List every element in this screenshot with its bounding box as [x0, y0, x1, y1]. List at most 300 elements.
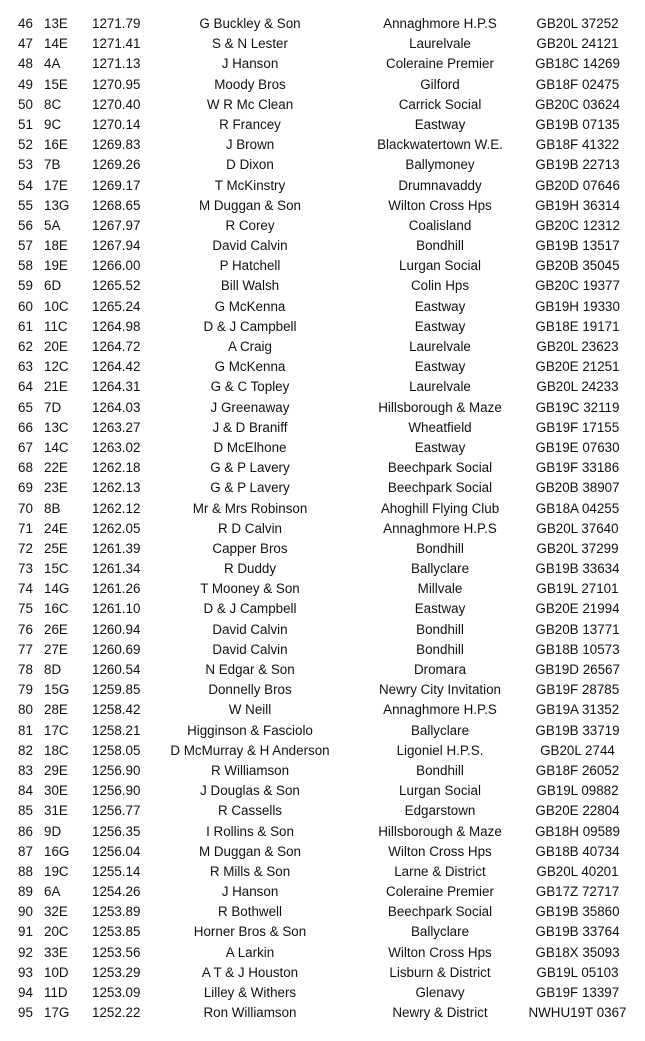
- velocity-cell: 1262.13: [92, 480, 141, 496]
- ring-section-cell: 29E: [44, 762, 68, 778]
- table-row: [0, 398, 645, 418]
- fancier-name-cell: David Calvin: [212, 641, 288, 657]
- table-row: [0, 882, 645, 902]
- ring-number-cell: GB20L 24233: [536, 379, 619, 395]
- velocity-cell: 1270.14: [92, 116, 141, 132]
- velocity-cell: 1269.83: [92, 137, 141, 153]
- position-cell: 71: [18, 520, 33, 536]
- ring-number-cell: GB19F 13397: [535, 985, 620, 1000]
- position-cell: 85: [18, 803, 33, 819]
- velocity-cell: 1258.42: [92, 702, 141, 718]
- velocity-cell: 1265.24: [92, 298, 141, 314]
- table-row: [0, 377, 645, 397]
- table-row: [0, 822, 645, 842]
- ring-section-cell: 14E: [44, 36, 68, 52]
- ring-number-cell: GB17Z 72717: [535, 884, 620, 900]
- fancier-name-cell: G McKenna: [214, 359, 286, 375]
- club-cell: Wheatfield: [408, 419, 472, 435]
- ring-number-cell: NWHU19T 0367: [528, 1005, 627, 1021]
- table-row: [0, 256, 645, 276]
- ring-section-cell: 11C: [44, 318, 68, 334]
- position-cell: 74: [18, 581, 33, 597]
- table-row: [0, 559, 645, 579]
- position-cell: 54: [18, 177, 33, 193]
- table-row: [0, 337, 645, 357]
- position-cell: 55: [18, 197, 33, 213]
- ring-section-cell: 6A: [44, 884, 61, 900]
- club-cell: Eastway: [414, 359, 466, 375]
- ring-number-cell: GB19F 28785: [535, 682, 620, 698]
- ring-section-cell: 26E: [44, 621, 68, 637]
- club-cell: Laurelvale: [409, 339, 471, 354]
- ring-section-cell: 21E: [44, 379, 68, 395]
- club-cell: Wilton Cross Hps: [388, 843, 492, 859]
- position-cell: 64: [18, 379, 33, 395]
- velocity-cell: 1269.17: [92, 177, 141, 193]
- ring-number-cell: GB20C 12312: [535, 217, 620, 233]
- ring-number-cell: GB19F 17155: [535, 419, 620, 435]
- table-row: [0, 700, 645, 720]
- ring-number-cell: GB20E 21251: [535, 359, 620, 375]
- fancier-name-cell: R D Calvin: [218, 520, 282, 536]
- table-row: [0, 216, 645, 236]
- fancier-name-cell: D Dixon: [226, 157, 274, 173]
- ring-number-cell: GB19D 26567: [535, 662, 620, 677]
- ring-number-cell: GB19L 09882: [536, 783, 619, 799]
- ring-section-cell: 8D: [44, 662, 62, 677]
- ring-section-cell: 7D: [44, 399, 62, 415]
- table-row: [0, 963, 645, 983]
- club-cell: Wilton Cross Hps: [388, 944, 492, 960]
- ring-number-cell: GB19E 07630: [535, 439, 620, 455]
- ring-number-cell: GB19B 33764: [535, 924, 620, 940]
- ring-section-cell: 31E: [44, 803, 68, 819]
- position-cell: 75: [18, 601, 33, 617]
- ring-number-cell: GB20L 37299: [536, 540, 619, 556]
- club-cell: Eastway: [414, 298, 466, 314]
- ring-section-cell: 30E: [44, 783, 68, 799]
- velocity-cell: 1264.03: [92, 399, 141, 415]
- position-cell: 79: [18, 682, 33, 698]
- position-cell: 89: [18, 884, 33, 900]
- table-row: [0, 236, 645, 256]
- club-cell: Annaghmore H.P.S: [383, 16, 497, 31]
- ring-section-cell: 32E: [44, 904, 68, 920]
- position-cell: 91: [18, 924, 33, 940]
- ring-number-cell: GB19B 33634: [535, 561, 620, 577]
- ring-section-cell: 13G: [44, 197, 70, 213]
- position-cell: 93: [18, 964, 33, 980]
- position-cell: 92: [18, 944, 33, 960]
- fancier-name-cell: G Buckley & Son: [199, 16, 301, 31]
- ring-section-cell: 15E: [44, 76, 68, 92]
- position-cell: 73: [18, 561, 33, 577]
- ring-section-cell: 18E: [44, 238, 68, 254]
- fancier-name-cell: R Williamson: [210, 762, 290, 778]
- velocity-cell: 1270.40: [92, 96, 141, 112]
- velocity-cell: 1264.98: [92, 318, 141, 334]
- fancier-name-cell: I Rollins & Son: [206, 823, 294, 839]
- table-row: [0, 842, 645, 862]
- velocity-cell: 1266.00: [92, 258, 141, 274]
- ring-section-cell: 12C: [44, 359, 69, 375]
- position-cell: 50: [18, 96, 33, 112]
- ring-number-cell: GB18B 40734: [535, 843, 620, 859]
- table-row: [0, 801, 645, 821]
- club-cell: Hillsborough & Maze: [378, 823, 502, 839]
- club-cell: Colin Hps: [410, 278, 470, 294]
- table-row: [0, 539, 645, 559]
- position-cell: 56: [18, 217, 33, 233]
- ring-number-cell: GB20B 35045: [535, 258, 620, 274]
- ring-section-cell: 5A: [44, 217, 61, 233]
- ring-number-cell: GB18E 19171: [535, 318, 620, 334]
- ring-number-cell: GB18F 41322: [535, 137, 620, 153]
- club-cell: Ballyclare: [410, 924, 470, 940]
- ring-number-cell: GB19L 05103: [536, 964, 619, 980]
- ring-section-cell: 16C: [44, 601, 69, 617]
- table-row: [0, 721, 645, 741]
- fancier-name-cell: D McElhone: [213, 439, 287, 455]
- table-row: [0, 438, 645, 458]
- velocity-cell: 1268.65: [92, 197, 141, 213]
- table-row: [0, 499, 645, 519]
- position-cell: 77: [18, 641, 33, 657]
- velocity-cell: 1263.02: [92, 439, 141, 455]
- table-row: [0, 478, 645, 498]
- position-cell: 68: [18, 460, 33, 476]
- table-row: [0, 135, 645, 155]
- position-cell: 87: [18, 843, 33, 859]
- position-cell: 53: [18, 157, 33, 173]
- velocity-cell: 1261.39: [92, 540, 141, 556]
- table-row: [0, 640, 645, 660]
- table-row: [0, 357, 645, 377]
- ring-section-cell: 27E: [44, 641, 68, 657]
- table-row: [0, 75, 645, 95]
- position-cell: 72: [18, 540, 33, 556]
- table-row: [0, 54, 645, 74]
- club-cell: Beechpark Social: [387, 480, 493, 496]
- position-cell: 80: [18, 702, 33, 718]
- club-cell: Ballymoney: [405, 157, 475, 173]
- velocity-cell: 1270.95: [92, 76, 141, 92]
- club-cell: Bondhill: [416, 621, 464, 637]
- ring-number-cell: GB20D 07646: [535, 177, 620, 193]
- club-cell: Carrick Social: [398, 96, 482, 112]
- position-cell: 57: [18, 238, 33, 254]
- table-row: [0, 297, 645, 317]
- position-cell: 78: [18, 662, 33, 677]
- ring-section-cell: 20E: [44, 339, 68, 354]
- table-row: [0, 781, 645, 801]
- fancier-name-cell: N Edgar & Son: [205, 662, 295, 677]
- fancier-name-cell: David Calvin: [212, 621, 288, 637]
- fancier-name-cell: G & C Topley: [210, 379, 290, 395]
- ring-number-cell: GB18X 35093: [535, 944, 620, 960]
- position-cell: 70: [18, 500, 33, 516]
- fancier-name-cell: J Hanson: [221, 56, 279, 72]
- fancier-name-cell: A T & J Houston: [201, 964, 299, 980]
- table-row: [0, 680, 645, 700]
- position-cell: 81: [18, 722, 33, 738]
- club-cell: Lurgan Social: [399, 783, 481, 799]
- velocity-cell: 1261.10: [92, 601, 141, 617]
- ring-section-cell: 8C: [44, 96, 62, 112]
- velocity-cell: 1253.29: [92, 964, 141, 980]
- position-cell: 66: [18, 419, 33, 435]
- position-cell: 63: [18, 359, 33, 375]
- position-cell: 69: [18, 480, 33, 496]
- position-cell: 49: [18, 76, 33, 92]
- club-cell: Coalisland: [408, 217, 472, 233]
- ring-number-cell: GB20L 2744: [540, 742, 615, 758]
- position-cell: 62: [18, 339, 33, 354]
- position-cell: 52: [18, 137, 33, 153]
- ring-number-cell: GB18A 04255: [535, 500, 620, 516]
- fancier-name-cell: Mr & Mrs Robinson: [192, 500, 308, 516]
- club-cell: Lurgan Social: [399, 258, 481, 274]
- ring-section-cell: 8B: [44, 500, 61, 516]
- velocity-cell: 1256.04: [92, 843, 141, 859]
- ring-number-cell: GB20L 37640: [536, 520, 619, 536]
- ring-number-cell: GB19B 22713: [535, 157, 620, 173]
- club-cell: Newry & District: [392, 1005, 488, 1021]
- fancier-name-cell: J Hanson: [221, 884, 279, 900]
- fancier-name-cell: Horner Bros & Son: [193, 924, 307, 940]
- club-cell: Blackwatertown W.E.: [377, 137, 503, 153]
- table-row: [0, 741, 645, 761]
- ring-section-cell: 18C: [44, 742, 69, 758]
- velocity-cell: 1267.94: [92, 238, 141, 254]
- ring-section-cell: 14C: [44, 439, 69, 455]
- club-cell: Bondhill: [416, 641, 464, 657]
- ring-section-cell: 16G: [44, 843, 70, 859]
- velocity-cell: 1269.26: [92, 157, 141, 173]
- position-cell: 86: [18, 823, 33, 839]
- fancier-name-cell: R Cassells: [218, 803, 282, 819]
- velocity-cell: 1254.26: [92, 884, 141, 900]
- velocity-cell: 1259.85: [92, 682, 141, 698]
- ring-section-cell: 4A: [44, 56, 61, 72]
- velocity-cell: 1253.09: [92, 985, 141, 1000]
- fancier-name-cell: W Neill: [228, 702, 272, 718]
- velocity-cell: 1253.56: [92, 944, 141, 960]
- ring-number-cell: GB19A 31352: [535, 702, 620, 718]
- club-cell: Dromara: [413, 662, 467, 677]
- ring-number-cell: GB20L 40201: [536, 863, 619, 879]
- ring-section-cell: 17C: [44, 722, 69, 738]
- velocity-cell: 1264.42: [92, 359, 141, 375]
- club-cell: Wilton Cross Hps: [388, 197, 492, 213]
- velocity-cell: 1258.21: [92, 722, 141, 738]
- club-cell: Coleraine Premier: [386, 56, 494, 72]
- fancier-name-cell: P Hatchell: [219, 258, 281, 274]
- fancier-name-cell: G McKenna: [214, 298, 286, 314]
- fancier-name-cell: S & N Lester: [212, 36, 288, 52]
- fancier-name-cell: A Larkin: [225, 944, 275, 960]
- ring-section-cell: 13C: [44, 419, 69, 435]
- ring-section-cell: 19C: [44, 863, 69, 879]
- ring-number-cell: GB18C 14269: [535, 56, 620, 72]
- velocity-cell: 1260.69: [92, 641, 141, 657]
- fancier-name-cell: David Calvin: [212, 238, 288, 254]
- position-cell: 61: [18, 318, 33, 334]
- fancier-name-cell: M Duggan & Son: [199, 197, 301, 213]
- fancier-name-cell: R Bothwell: [217, 904, 282, 920]
- ring-section-cell: 16E: [44, 137, 68, 153]
- velocity-cell: 1261.26: [92, 581, 141, 597]
- fancier-name-cell: D McMurray & H Anderson: [170, 742, 330, 758]
- position-cell: 95: [18, 1005, 33, 1021]
- club-cell: Ahoghill Flying Club: [380, 500, 500, 516]
- table-row: [0, 761, 645, 781]
- table-row: [0, 519, 645, 539]
- ring-section-cell: 13E: [44, 16, 68, 31]
- club-cell: Annaghmore H.P.S: [383, 520, 497, 536]
- ring-number-cell: GB20C 03624: [535, 96, 620, 112]
- position-cell: 67: [18, 439, 33, 455]
- position-cell: 51: [18, 116, 33, 132]
- club-cell: Larne & District: [394, 863, 486, 879]
- fancier-name-cell: G & P Lavery: [210, 480, 290, 496]
- fancier-name-cell: Moody Bros: [214, 76, 286, 92]
- ring-section-cell: 17E: [44, 177, 68, 193]
- club-cell: Ligoniel H.P.S.: [396, 742, 484, 758]
- position-cell: 94: [18, 985, 33, 1000]
- ring-number-cell: GB20E 21994: [535, 601, 620, 617]
- club-cell: Beechpark Social: [387, 460, 493, 476]
- fancier-name-cell: T Mooney & Son: [200, 581, 300, 597]
- fancier-name-cell: R Francey: [219, 116, 281, 132]
- ring-number-cell: GB19B 13517: [535, 238, 620, 254]
- ring-number-cell: GB20B 13771: [535, 621, 620, 637]
- position-cell: 65: [18, 399, 33, 415]
- ring-number-cell: GB18F 02475: [535, 76, 620, 92]
- club-cell: Drumnavaddy: [398, 177, 482, 193]
- velocity-cell: 1256.90: [92, 783, 141, 799]
- fancier-name-cell: Higginson & Fasciolo: [187, 722, 313, 738]
- club-cell: Lisburn & District: [389, 964, 491, 980]
- velocity-cell: 1264.72: [92, 339, 141, 354]
- club-cell: Bondhill: [416, 762, 464, 778]
- fancier-name-cell: A Craig: [228, 339, 272, 354]
- velocity-cell: 1262.12: [92, 500, 141, 516]
- velocity-cell: 1267.97: [92, 217, 141, 233]
- ring-number-cell: GB18B 10573: [535, 641, 620, 657]
- fancier-name-cell: T McKinstry: [214, 177, 286, 193]
- ring-section-cell: 15C: [44, 561, 69, 577]
- fancier-name-cell: J Douglas & Son: [200, 783, 300, 799]
- club-cell: Glenavy: [415, 985, 465, 1000]
- velocity-cell: 1262.18: [92, 460, 141, 476]
- club-cell: Beechpark Social: [387, 904, 493, 920]
- club-cell: Eastway: [414, 439, 466, 455]
- fancier-name-cell: J & D Braniff: [212, 419, 288, 435]
- club-cell: Annaghmore H.P.S: [383, 702, 497, 718]
- table-row: [0, 922, 645, 942]
- fancier-name-cell: Lilley & Withers: [203, 985, 297, 1000]
- position-cell: 46: [18, 16, 33, 31]
- club-cell: Bondhill: [416, 540, 464, 556]
- velocity-cell: 1258.05: [92, 742, 141, 758]
- velocity-cell: 1260.54: [92, 662, 141, 677]
- velocity-cell: 1255.14: [92, 863, 141, 879]
- fancier-name-cell: G & P Lavery: [210, 460, 290, 476]
- table-row: [0, 418, 645, 438]
- table-row: [0, 14, 645, 34]
- club-cell: Edgarstown: [404, 803, 476, 819]
- ring-section-cell: 9C: [44, 116, 62, 132]
- table-row: [0, 317, 645, 337]
- position-cell: 82: [18, 742, 33, 758]
- ring-number-cell: GB19B 07135: [535, 116, 620, 132]
- position-cell: 48: [18, 56, 33, 72]
- velocity-cell: 1256.35: [92, 823, 141, 839]
- ring-number-cell: GB20B 38907: [535, 480, 620, 496]
- results-table: [0, 14, 645, 1023]
- fancier-name-cell: Capper Bros: [212, 540, 288, 556]
- ring-section-cell: 33E: [44, 944, 68, 960]
- ring-section-cell: 6D: [44, 278, 62, 294]
- ring-section-cell: 24E: [44, 520, 68, 536]
- velocity-cell: 1256.90: [92, 762, 141, 778]
- position-cell: 84: [18, 783, 33, 799]
- club-cell: Hillsborough & Maze: [378, 399, 502, 415]
- ring-section-cell: 10C: [44, 298, 69, 314]
- table-row: [0, 902, 645, 922]
- ring-number-cell: GB20C 19377: [535, 278, 620, 294]
- velocity-cell: 1253.89: [92, 904, 141, 920]
- ring-number-cell: GB20L 23623: [536, 339, 619, 354]
- fancier-name-cell: Bill Walsh: [220, 278, 280, 294]
- club-cell: Newry City Invitation: [378, 682, 502, 698]
- club-cell: Bondhill: [416, 238, 464, 254]
- velocity-cell: 1253.85: [92, 924, 141, 940]
- velocity-cell: 1261.34: [92, 561, 141, 577]
- table-row: [0, 620, 645, 640]
- ring-section-cell: 17G: [44, 1005, 70, 1021]
- position-cell: 83: [18, 762, 33, 778]
- ring-section-cell: 22E: [44, 460, 68, 476]
- velocity-cell: 1260.94: [92, 621, 141, 637]
- club-cell: Eastway: [414, 601, 466, 617]
- club-cell: Ballyclare: [410, 722, 470, 738]
- position-cell: 88: [18, 863, 33, 879]
- ring-section-cell: 20C: [44, 924, 69, 940]
- club-cell: Millvale: [417, 581, 463, 597]
- position-cell: 47: [18, 36, 33, 52]
- fancier-name-cell: R Mills & Son: [209, 863, 291, 879]
- ring-number-cell: GB20L 37252: [536, 16, 619, 31]
- ring-number-cell: GB19B 33719: [535, 722, 620, 738]
- ring-number-cell: GB18F 26052: [535, 762, 620, 778]
- ring-number-cell: GB19L 27101: [536, 581, 619, 597]
- velocity-cell: 1263.27: [92, 419, 141, 435]
- table-row: [0, 599, 645, 619]
- velocity-cell: 1264.31: [92, 379, 141, 395]
- velocity-cell: 1262.05: [92, 520, 141, 536]
- table-row: [0, 155, 645, 175]
- ring-section-cell: 25E: [44, 540, 68, 556]
- club-cell: Ballyclare: [410, 561, 470, 577]
- club-cell: Eastway: [414, 318, 466, 334]
- table-row: [0, 34, 645, 54]
- velocity-cell: 1271.13: [92, 56, 141, 72]
- ring-section-cell: 19E: [44, 258, 68, 274]
- ring-number-cell: GB19H 36314: [535, 197, 620, 213]
- table-row: [0, 983, 645, 1003]
